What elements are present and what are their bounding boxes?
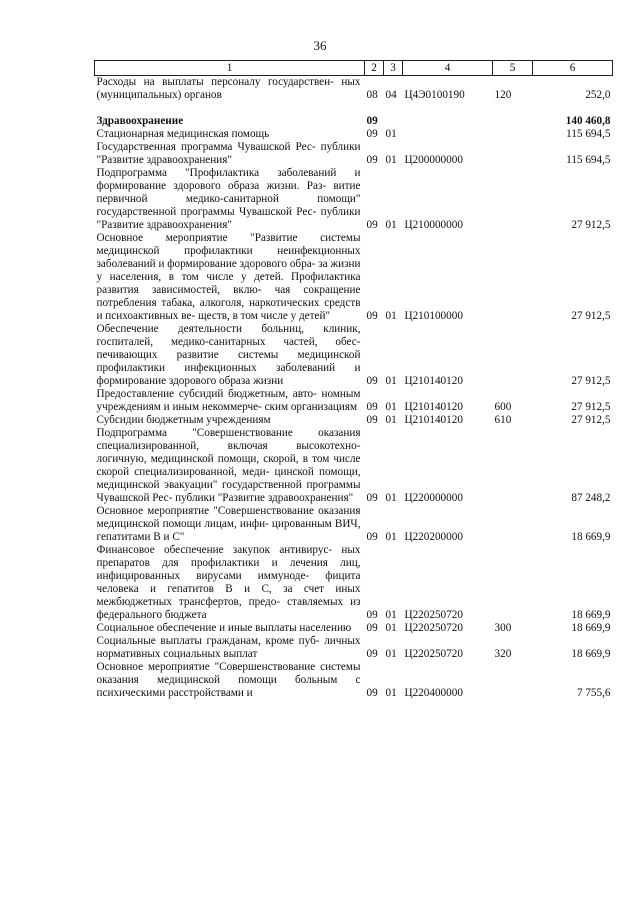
row-name-cell: Основное мероприятие "Совершенствование оказания медицинской помощи лицам, инфи- цированным ВИЧ, гепатитами В и С": [96, 505, 361, 543]
row-target-article-cell: Ц210140120: [404, 401, 463, 413]
row-name-cell: Социальные выплаты гражданам, кроме пуб- личных нормативных социальных выплат: [96, 635, 361, 660]
row-expense-type-cell: 320: [494, 648, 512, 660]
row-subsection-cell: 01: [385, 622, 397, 634]
row-name-cell: Здравоохранение: [96, 115, 184, 127]
row-subsection-cell: 01: [385, 492, 397, 504]
row-subsection-cell: 01: [385, 375, 397, 387]
table-row: [95, 414, 613, 427]
row-section-cell: 09: [366, 687, 378, 699]
row-section-cell: 09: [366, 414, 378, 426]
row-name-cell: Предоставление субсидий бюджетным, авто- номным учреждениям и иным некоммерче- ским организациям: [96, 388, 361, 413]
column-header-name: 1: [95, 61, 365, 76]
budget-table: [94, 60, 613, 700]
row-subsection-cell: 01: [385, 219, 397, 231]
row-name-cell: Обеспечение деятельности больниц, клиник, госпиталей, медико-санитарных частей, обес- печивающих развитие системы медицинской профилактики инфекционных заболеваний и формирование здорового образа жизни: [96, 323, 361, 387]
row-target-article-cell: Ц220000000: [404, 492, 463, 504]
row-expense-type-cell: [493, 323, 533, 388]
row-amount-cell: 27 912,5: [571, 375, 611, 387]
row-target-article-cell: Ц220250720: [404, 648, 463, 660]
table-row: [95, 661, 613, 700]
row-expense-type-cell: [493, 128, 533, 141]
row-amount-cell: 18 669,9: [571, 622, 611, 634]
row-subsection-cell: 01: [385, 310, 397, 322]
table-row: [95, 427, 613, 505]
row-target-article-cell: Ц210140120: [404, 414, 463, 426]
row-amount-cell: 87 248,2: [571, 492, 611, 504]
row-name-cell: Субсидии бюджетным учреждениям: [96, 414, 271, 426]
row-name-cell: Финансовое обеспечение закупок антивирус- ных препаратов для профилактики и лечения лиц, инфицированных вирусами иммуноде- фицита человека и гепатитов В и С, за счет иных межбюджетных трансфертов, предо- ставляемых из федерального бюджета: [96, 544, 361, 621]
table-spacer-row: [95, 102, 613, 115]
column-header-expense-type: 5: [493, 61, 533, 76]
row-amount-cell: 27 912,5: [571, 219, 611, 231]
row-expense-type-cell: 610: [494, 414, 512, 426]
row-amount-cell: 18 669,9: [571, 609, 611, 621]
table-body: [95, 76, 613, 701]
row-name-cell: Основное мероприятие "Совершенствование системы оказания медицинской помощи больным с психическими расстройствами и: [96, 661, 361, 699]
row-amount-cell: 7 755,6: [576, 687, 611, 699]
table-row: [95, 388, 613, 414]
row-subsection-cell: 01: [385, 531, 397, 543]
table-row: [95, 167, 613, 232]
row-name-cell: Расходы на выплаты персоналу государствен- ных (муниципальных) органов: [96, 76, 361, 101]
row-section-cell: 09: [366, 609, 378, 621]
row-target-article-cell: Ц210100000: [404, 310, 463, 322]
row-section-cell: 09: [366, 622, 378, 634]
row-section-cell: 09: [366, 115, 378, 127]
row-section-cell: 09: [366, 648, 378, 660]
row-expense-type-cell: [493, 505, 533, 544]
row-name-cell: Социальное обеспечение и иные выплаты населению: [96, 622, 352, 634]
row-target-article-cell: Ц4Э0100190: [404, 89, 465, 101]
row-target-article-cell: Ц210140120: [404, 375, 463, 387]
row-subsection-cell: 01: [385, 154, 397, 166]
row-expense-type-cell: [493, 141, 533, 167]
row-name-cell: Основное мероприятие "Развитие системы медицинской профилактики неинфекционных заболеваний и формирование здорового обра- за жизни у населения, в том числе у детей. Профилактика развития зависимостей, вклю- чая сокращение потребления табака, алкоголя, наркотических средств и психоактивных ве- ществ, в том числе у детей": [96, 232, 361, 322]
row-expense-type-cell: [493, 661, 533, 700]
column-header-subsection: 3: [384, 61, 403, 76]
row-section-cell: 09: [366, 128, 378, 140]
row-name-cell: Государственная программа Чувашской Рес- публики "Развитие здравоохранения": [96, 141, 361, 166]
row-subsection-cell: [384, 115, 403, 128]
row-expense-type-cell: [493, 115, 533, 128]
row-target-article-cell: Ц210000000: [404, 219, 463, 231]
row-expense-type-cell: [493, 427, 533, 505]
row-subsection-cell: 01: [385, 648, 397, 660]
row-section-cell: 09: [366, 154, 378, 166]
row-subsection-cell: 01: [385, 414, 397, 426]
column-header-section: 2: [365, 61, 384, 76]
spacer-cell: [95, 102, 613, 115]
row-section-cell: 09: [366, 375, 378, 387]
column-header-amount: 6: [533, 61, 613, 76]
row-subsection-cell: 01: [385, 401, 397, 413]
row-amount-cell: 27 912,5: [571, 414, 611, 426]
table-row: [95, 544, 613, 622]
row-subsection-cell: 01: [385, 609, 397, 621]
table-header: [95, 61, 613, 76]
row-name-cell: Подпрограмма "Совершенствование оказания специализированной, включая высокотехно- логичную, медицинской помощи, скорой, в том числе скорой специализированной, меди- цинской помощи, медицинской эвакуации" государственной программы Чувашской Рес- публики "Развитие здравоохранения": [96, 427, 361, 504]
row-amount-cell: 115 694,5: [566, 154, 611, 166]
row-expense-type-cell: 300: [494, 622, 512, 634]
table-row: [95, 622, 613, 635]
row-section-cell: 09: [366, 531, 378, 543]
table-row: [95, 232, 613, 323]
row-amount-cell: 27 912,5: [571, 310, 611, 322]
row-section-cell: 09: [366, 219, 378, 231]
row-section-cell: 09: [366, 401, 378, 413]
row-subsection-cell: 01: [385, 128, 397, 140]
row-amount-cell: 18 669,9: [571, 648, 611, 660]
row-amount-cell: 252,0: [585, 89, 611, 101]
table-row: [95, 635, 613, 661]
row-subsection-cell: 01: [385, 687, 397, 699]
row-target-article-cell: Ц200000000: [404, 154, 463, 166]
row-target-article-cell: [403, 128, 493, 141]
row-expense-type-cell: [493, 232, 533, 323]
row-target-article-cell: Ц220400000: [404, 687, 463, 699]
row-section-cell: 08: [366, 89, 378, 101]
row-target-article-cell: [403, 115, 493, 128]
table-row: [95, 505, 613, 544]
row-amount-cell: 140 460,8: [565, 115, 611, 127]
row-target-article-cell: Ц220250720: [404, 622, 463, 634]
row-expense-type-cell: [493, 167, 533, 232]
row-amount-cell: 115 694,5: [566, 128, 611, 140]
table-row: [95, 141, 613, 167]
row-expense-type-cell: [493, 544, 533, 622]
row-section-cell: 09: [366, 310, 378, 322]
table-row: [95, 76, 613, 103]
row-section-cell: 09: [366, 492, 378, 504]
row-name-cell: Подпрограмма "Профилактика заболеваний и формирование здорового образа жизни. Раз- витие первичной медико-санитарной помощи" государственной программы Чувашской Рес- публики "Развитие здравоохранения": [96, 167, 361, 231]
column-header-target-article: 4: [403, 61, 493, 76]
table-row: [95, 323, 613, 388]
row-subsection-cell: 04: [385, 89, 397, 101]
page-number: 36: [313, 38, 327, 53]
row-name-cell: Стационарная медицинская помощь: [96, 128, 270, 140]
row-target-article-cell: Ц220200000: [404, 531, 463, 543]
table-row: [95, 128, 613, 141]
table-row: [95, 115, 613, 128]
row-expense-type-cell: 600: [494, 401, 512, 413]
row-amount-cell: 27 912,5: [571, 401, 611, 413]
row-expense-type-cell: 120: [494, 89, 512, 101]
row-amount-cell: 18 669,9: [571, 531, 611, 543]
row-target-article-cell: Ц220250720: [404, 609, 463, 621]
